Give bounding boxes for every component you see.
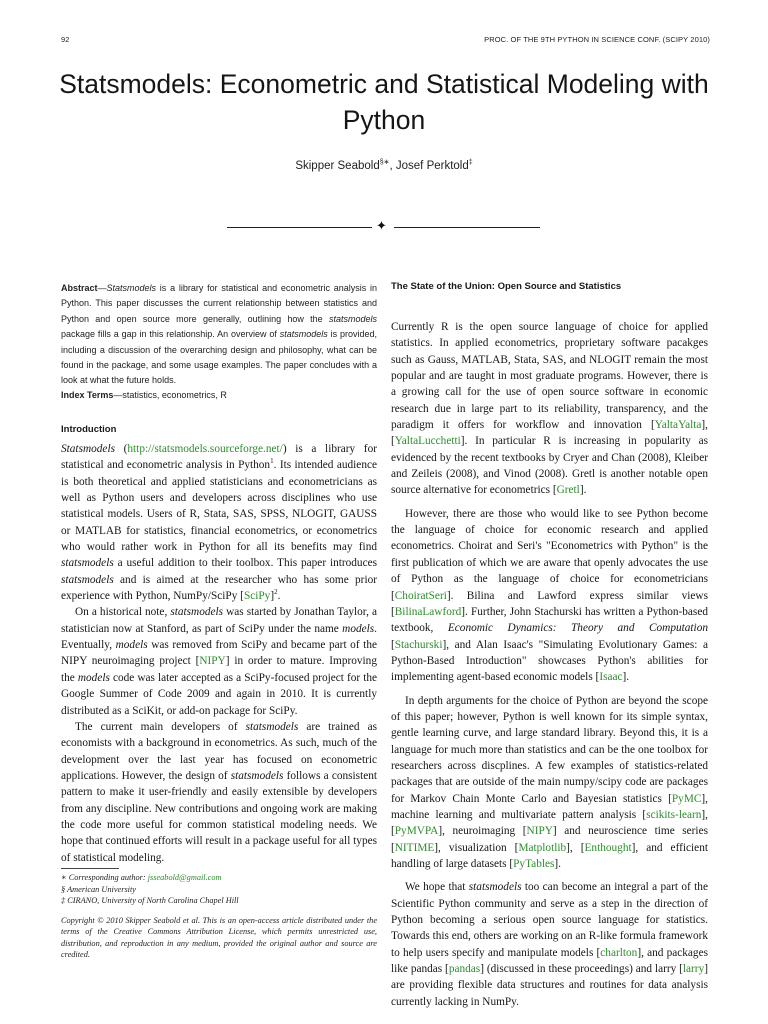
package-name: models xyxy=(115,639,148,652)
text: ]. Bilina and Lawford express similar views [ xyxy=(391,589,708,618)
author-affiliation-marks: ‡ xyxy=(468,159,473,167)
package-name: models xyxy=(342,622,375,635)
paper-title: Statsmodels: Econometric and Statistical Modeling with Python xyxy=(59,69,709,135)
paragraph xyxy=(61,719,377,866)
footnote-marker[interactable]: 1 xyxy=(270,457,274,466)
abstract xyxy=(61,281,377,389)
text: ] and neuroscience time series [ xyxy=(391,825,708,854)
email-link[interactable]: jsseabold@gmail.com xyxy=(147,873,222,882)
copyright-notice: Copyright © 2010 Skipper Seabold et al. This is an open-access article distributed under the terms of the Creative Commons Attribution License, which permits unrestricted use, distribution, and reproduction in any medium, provided the original author and source are credited. xyxy=(61,915,377,959)
author-separator: , xyxy=(389,160,396,172)
affiliation: § American University xyxy=(61,884,136,894)
package-name: models xyxy=(77,671,110,684)
text: ], and Alan Isaac's "Simulating Evolutionary Games: a Python-Based Introduction" showcases Python's abilities for implementing agent-based economic models [ xyxy=(391,638,708,684)
author-name: Josef Perktold xyxy=(395,160,469,172)
package-name: statsmodels xyxy=(245,720,299,733)
citation-link[interactable]: NIPY xyxy=(199,655,226,668)
text: ]. Further, John Stachurski has written a Python-based textbook, xyxy=(391,605,708,635)
text: Currently R is the open source language of choice for applied statistics. In applied econometrics, proprietary software pacakges such as Gauss, MATLAB, Stata, SAS, and NLOGIT remain the most popular and are taught in most graduate programs. However, there is a growing call for the use of open source software in economic research due in large part to its reliability, transparency, and the paradigm it offers for workflow and innovation [ xyxy=(391,321,708,432)
text: ]. xyxy=(554,858,561,870)
citation-link[interactable]: SciPy xyxy=(243,590,271,603)
index-terms xyxy=(61,388,377,403)
text: ]. xyxy=(622,671,630,684)
citation-link[interactable]: Gretl xyxy=(556,484,580,497)
abstract-text: is provided, including a discussion of the overarching design and philosophy, what can be found in the package, and some usage examples. The paper concludes with a look at what the future holds. xyxy=(61,329,377,386)
text: ], visualization [ xyxy=(434,841,519,854)
text: . Eventually, xyxy=(61,622,377,652)
author-line xyxy=(0,160,768,172)
citation-link[interactable]: Matplotlib xyxy=(518,841,567,854)
citation-link[interactable]: BilinaLawford xyxy=(394,605,462,618)
text: ], neuroimaging [ xyxy=(438,825,527,838)
text: was removed from SciPy and became part of the NIPY neuroimaging project [ xyxy=(61,639,377,668)
abstract-text: is a library for statistical and econometric analysis in Python. This paper discusses the current relationship between statistics and Python and open source more generally, outlining how the xyxy=(61,283,377,324)
divider-right xyxy=(394,227,540,228)
text: We hope that xyxy=(405,881,469,894)
index-terms-label: Index Terms xyxy=(61,390,114,400)
text: ] (discussed in these proceedings) and larry [ xyxy=(480,963,683,976)
footnotes xyxy=(61,868,377,961)
package-name: statsmodels xyxy=(170,606,224,619)
running-head: PROC. OF THE 9TH PYTHON IN SCIENCE CONF. (SCIPY 2010) xyxy=(484,35,710,44)
citation-link[interactable]: Isaac xyxy=(599,671,623,684)
author-affiliation-marks: §∗ xyxy=(379,159,390,167)
paragraph xyxy=(391,506,708,686)
text: ], and efficient handling of large datasets [ xyxy=(391,841,708,870)
text: ], [ xyxy=(391,419,708,448)
package-name: statsmodels xyxy=(61,557,114,570)
index-terms-text: statistics, econometrics, R xyxy=(122,390,227,400)
introduction-body xyxy=(61,441,377,866)
index-terms-dash: — xyxy=(113,390,123,400)
citation-link[interactable]: PyMVPA xyxy=(394,825,439,838)
citation-link[interactable]: YaltaLucchetti xyxy=(394,435,461,448)
text: ], [ xyxy=(566,841,585,854)
citation-link[interactable]: YaltaYalta xyxy=(654,419,702,432)
text: . xyxy=(277,590,281,603)
book-title: Economic Dynamics: Theory and Computation xyxy=(447,622,708,635)
text: ∗ Corresponding author: xyxy=(61,873,148,882)
text: are trained as economists with a background in econometrics. As such, much of the development over the last year has focused on econometric applications. However, the design of xyxy=(61,720,377,782)
page-number: 92 xyxy=(61,35,70,44)
package-name: statsmodels xyxy=(328,313,377,324)
text: ]. xyxy=(579,484,587,497)
text: follows a consistent pattern to make it user-friendly and easily extensible by developers from any discipline. New contributions and ongoing work are making the code more useful for common statistical modeling needs. We hope that continued efforts will result in a package useful for all types of statistical modeling. xyxy=(61,769,378,864)
text: ], machine learning and multivariate pattern analysis [ xyxy=(391,792,708,821)
package-name: Statsmodels xyxy=(106,283,157,293)
package-name: statsmodels xyxy=(468,881,522,894)
divider-left xyxy=(227,227,372,228)
divider-ornament-icon: ✦ xyxy=(376,218,387,233)
affiliation: ‡ CIRANO, University of North Carolina Chapel Hill xyxy=(61,896,239,905)
text: In depth arguments for the choice of Python are beyond the scope of this paper; however, Python is well known for its simple syntax, gentle learning curve, and large standard library. Beyond this, it is a language for much more than statistics and can be the one toolbox for researchers across discplines. A few examples of statistics-related packages that are outside of the main numpy/scipy code are packages for Markov Chain Monte Carlo and Bayesian statistics [ xyxy=(391,694,708,805)
package-name: statsmodels xyxy=(230,769,284,782)
abstract-dash: — xyxy=(97,283,107,293)
package-name: statsmodels xyxy=(61,573,114,586)
paragraph xyxy=(391,319,708,499)
citation-link[interactable]: PyTables xyxy=(513,858,555,870)
text: too can become an integral a part of the Scientific Python community and serve as a step in the direction of Python becoming a serious open source language for statistics. Towards this end, others are working on an R-like formula framework to help users specify and manipulate models [ xyxy=(391,881,709,959)
citation-link[interactable]: charlton xyxy=(600,946,638,959)
citation-link[interactable]: pandas xyxy=(448,963,481,976)
abstract-label: Abstract xyxy=(61,283,98,293)
citation-link[interactable]: Enthought xyxy=(584,841,632,854)
footnote-marker[interactable]: 2 xyxy=(274,588,278,597)
text: ( xyxy=(114,443,128,455)
text: ] are providing flexible data structures and routines for data analysis currently lacking in NumPy. xyxy=(391,963,708,1008)
text: code was later accepted as a SciPy-focused project for the Google Summer of Code 2009 and again in 2010. It is currently distributed as a SciKit, or add-on package for SciPy. xyxy=(61,671,377,717)
citation-link[interactable]: Stachurski xyxy=(394,638,443,651)
text: ]. In particular R is increasing in popularity as evidenced by the recent textbooks by Cryer and Chan (2008), Kleiber and Zeileis (2008), and Vinod (2008). Gretl is another notable open source alternative for econometrics [ xyxy=(391,435,708,497)
citation-link[interactable]: scikits-learn xyxy=(646,808,702,821)
author-name: Skipper Seabold xyxy=(295,160,380,172)
footnote-separator xyxy=(61,868,119,869)
paragraph xyxy=(391,693,708,873)
section-heading-introduction: Introduction xyxy=(61,424,117,435)
text: was started by Jonathan Taylor, a statistician now at Stanford, as part of SciPy under the name xyxy=(61,606,377,635)
text: ] xyxy=(270,590,275,603)
text: a useful addition to their toolbox. This paper introduces xyxy=(113,557,377,570)
citation-link[interactable]: NITIME xyxy=(394,841,435,854)
text: [ xyxy=(391,638,395,651)
text: ] in order to mature. Improving the xyxy=(61,655,377,684)
citation-link[interactable]: NIPY xyxy=(526,825,553,838)
paragraph xyxy=(391,879,708,1010)
paragraph xyxy=(61,604,377,718)
text: ], and packages like pandas [ xyxy=(391,946,708,976)
section-heading-state-of-union: The State of the Union: Open Source and Statistics xyxy=(391,281,622,292)
citation-link[interactable]: ChoiratSeri xyxy=(394,589,447,602)
paragraph xyxy=(61,441,377,604)
project-url-link[interactable]: http://statsmodels.sourceforge.net/ xyxy=(127,443,283,455)
state-of-union-body xyxy=(391,319,708,1010)
text: ) is a library for statistical and econometric analysis in Python xyxy=(61,443,377,472)
text: . Its intended audience is both theoretical and applied statisticians and econometricians as well as Python users and developers across disciplines who use statistical models. Users of R, Stata, SAS, SPSS, NLOGIT, GAUSS or MATLAB for statistics, financial econometrics, or econometrics who would rather work in Python for all its benefits may find xyxy=(61,459,378,554)
text: ], [ xyxy=(391,808,708,838)
abstract-text: package fills a gap in this relationship. An overview of xyxy=(61,329,280,340)
package-name: statsmodels xyxy=(279,329,328,340)
corresponding-author xyxy=(61,872,377,884)
citation-link[interactable]: larry xyxy=(682,963,705,976)
text: and is aimed at the researcher who has some prior experience with Python, NumPy/SciPy [ xyxy=(61,573,377,603)
text: The current main developers of xyxy=(75,720,246,733)
package-name: Statsmodels xyxy=(61,443,115,455)
citation-link[interactable]: PyMC xyxy=(671,792,702,805)
text: On a historical note, xyxy=(75,606,171,619)
text: However, there are those who would like to see Python become the language of choice for economic research and applied econometrics. Choirat and Seri's "Econometrics with Python" is the first publication of which we are aware that openly advocates the use of Python as the language of choice for econometricians [ xyxy=(391,507,708,602)
